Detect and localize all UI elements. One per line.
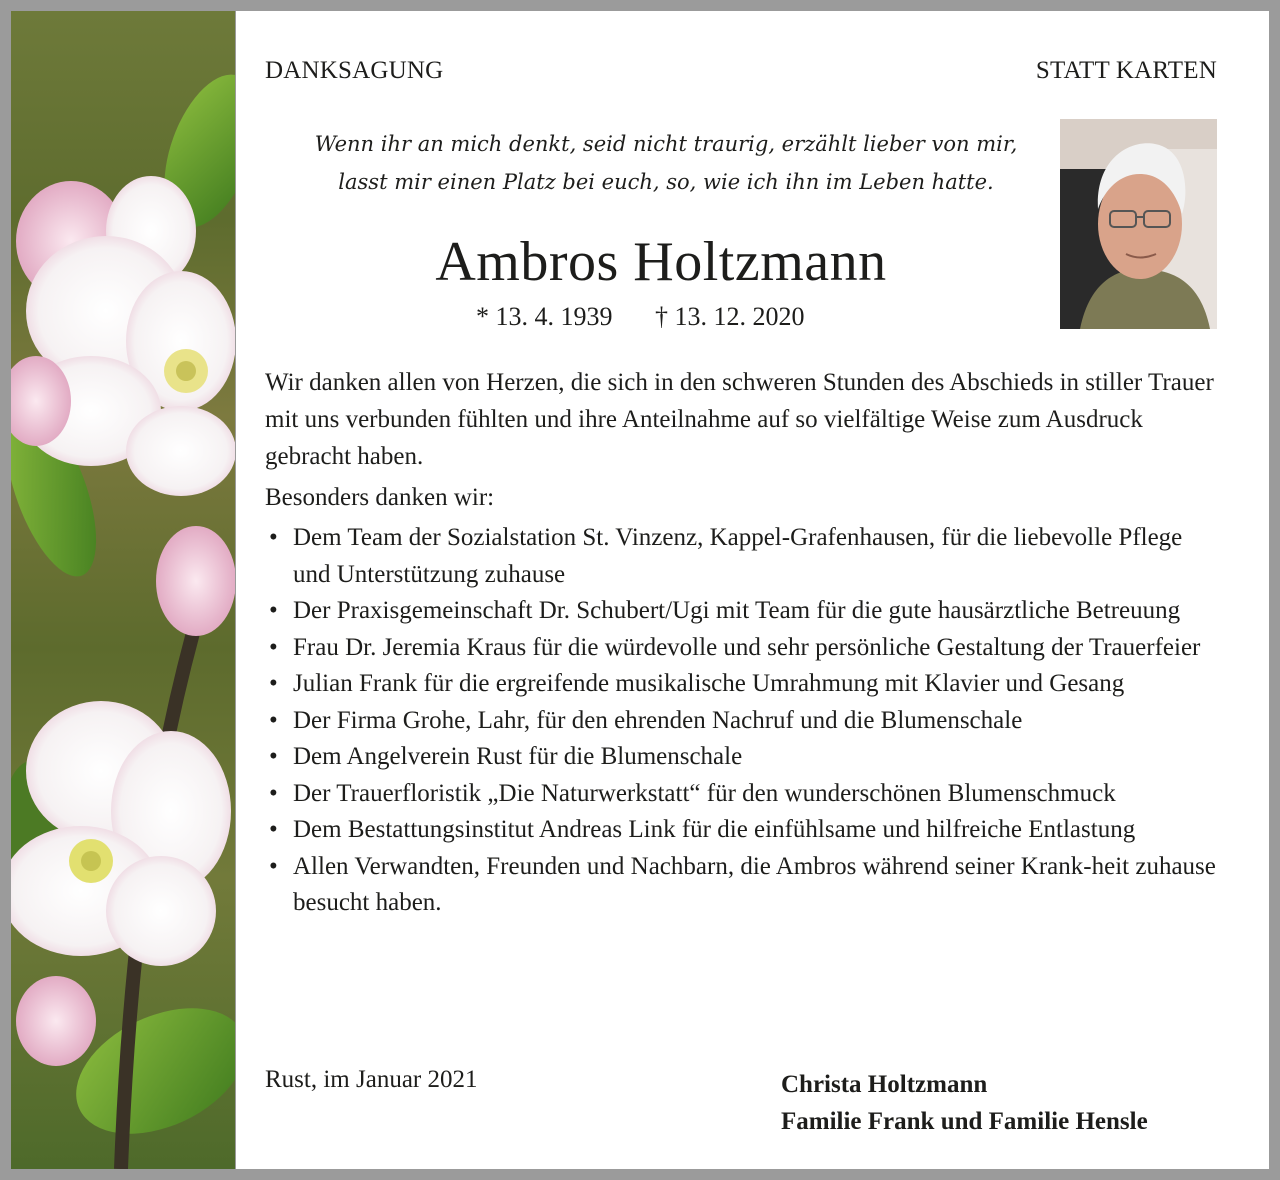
list-item: • Der Firma Grohe, Lahr, für den ehrenden Nachruf und die Blumenschale bbox=[265, 703, 1223, 740]
signer-2: Familie Frank und Familie Hensle bbox=[781, 1108, 1148, 1135]
life-dates bbox=[476, 302, 805, 332]
apple-blossom-image bbox=[11, 11, 235, 1169]
birth-date: * 13. 4. 1939 bbox=[476, 302, 613, 331]
thanks-list bbox=[265, 520, 1223, 922]
list-item: • Frau Dr. Jeremia Kraus für die würdevolle und sehr persönliche Gestaltung der Trauerfeier bbox=[265, 630, 1223, 667]
quote-line-1: Wenn ihr an mich denkt, seid nicht traurig, erzählt lieber von mir, bbox=[314, 132, 1018, 156]
list-item: • Dem Team der Sozialstation St. Vinzenz, Kappel-Grafenhausen, für die liebevolle Pflege und Unterstützung zuhause bbox=[265, 520, 1223, 593]
deceased-name: Ambros Holtzmann bbox=[435, 231, 887, 293]
blossom-photo bbox=[11, 11, 235, 1169]
portrait-image bbox=[1060, 119, 1217, 329]
thanks-body bbox=[265, 364, 1223, 922]
header-danksagung: DANKSAGUNG bbox=[265, 57, 444, 84]
death-date: † 13. 12. 2020 bbox=[655, 302, 805, 331]
signer-1: Christa Holtzmann bbox=[781, 1071, 988, 1098]
thanks-intro: Besonders danken wir: bbox=[265, 484, 495, 511]
list-item: • Allen Verwandten, Freunden und Nachbarn, die Ambros während seiner Krank-heit zuhause besucht haben. bbox=[265, 849, 1223, 922]
signers bbox=[781, 1066, 1148, 1140]
list-item: • Dem Bestattungsinstitut Andreas Link für die einfühlsame und hilfreiche Entlastung bbox=[265, 812, 1223, 849]
header-statt-karten: STATT KARTEN bbox=[1035, 57, 1217, 84]
portrait-photo bbox=[1060, 119, 1217, 329]
quote-line-2: lasst mir einen Platz bei euch, so, wie ich ihn im Leben hatte. bbox=[338, 170, 994, 194]
list-item: • Der Trauerfloristik „Die Naturwerkstatt“ für den wunderschönen Blumenschmuck bbox=[265, 776, 1223, 813]
list-item: • Dem Angelverein Rust für die Blumenschale bbox=[265, 739, 1223, 776]
obituary-card bbox=[236, 11, 1269, 1169]
place-date: Rust, im Januar 2021 bbox=[265, 1066, 478, 1093]
intro-paragraph: Wir danken allen von Herzen, die sich in den schweren Stunden des Abschieds in stiller Trauer mit uns verbunden fühlten und ihre Anteilnahme auf so vielfältige Weise zum Ausdruck gebracht haben. bbox=[265, 369, 1214, 470]
list-item: • Julian Frank für die ergreifende musikalische Umrahmung mit Klavier und Gesang bbox=[265, 666, 1223, 703]
list-item: • Der Praxisgemeinschaft Dr. Schubert/Ugi mit Team für die gute hausärztliche Betreuung bbox=[265, 593, 1223, 630]
memorial-quote bbox=[266, 125, 1066, 201]
